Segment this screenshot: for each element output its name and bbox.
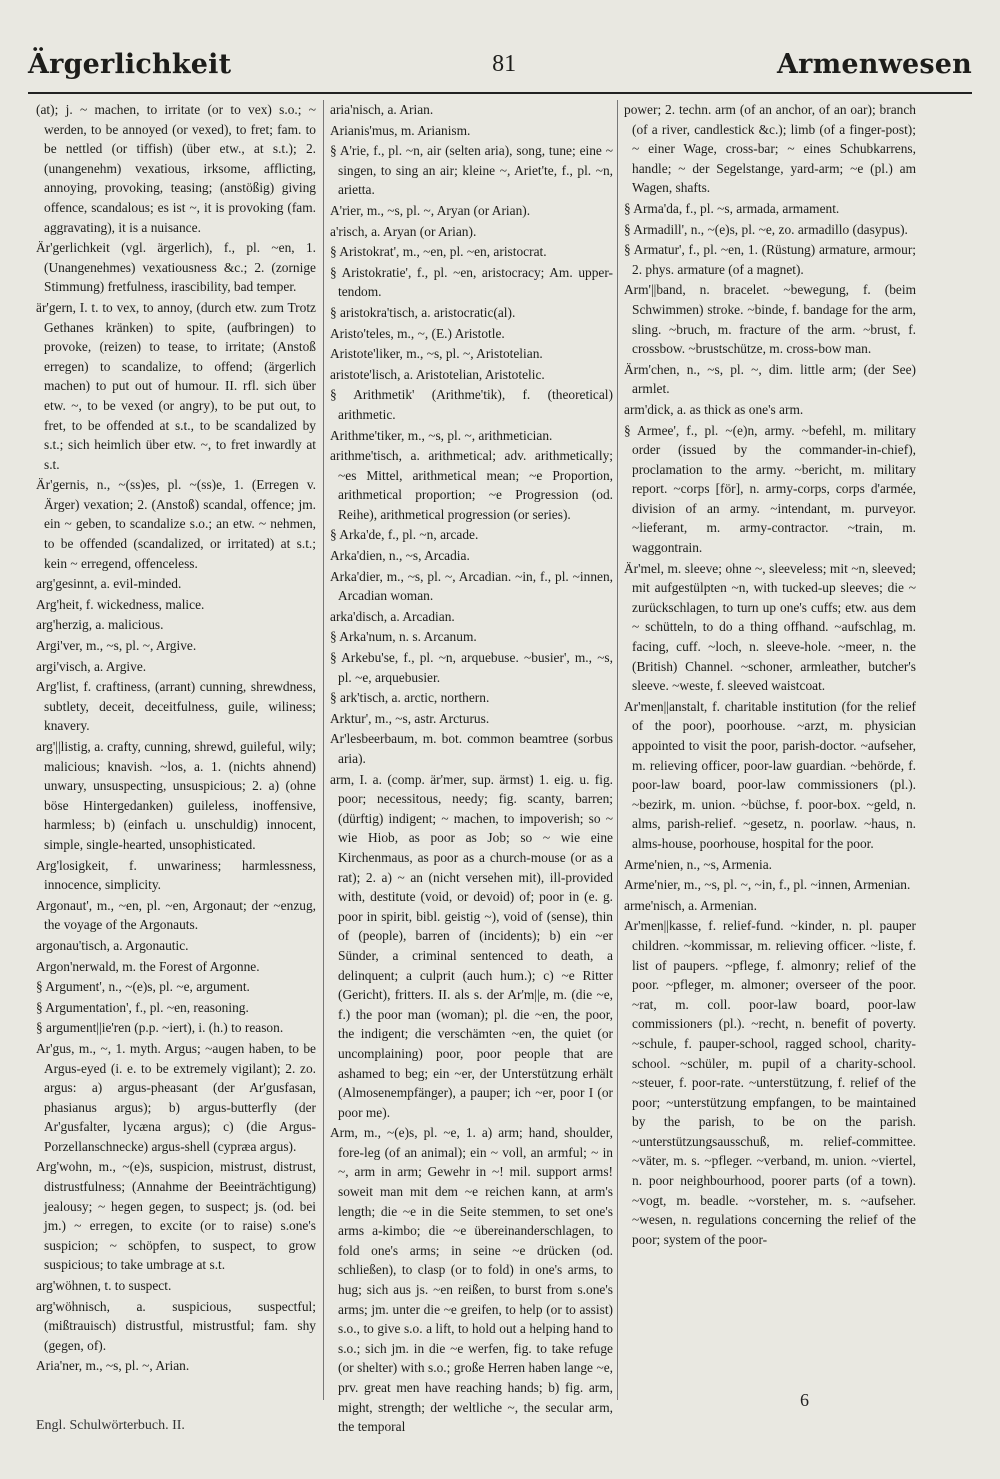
dictionary-entry: Arka'dier, m., ~s, pl. ~, Arcadian. ~in, f., pl. ~innen, Arcadian woman. <box>330 568 613 604</box>
dictionary-entry: Argonaut', m., ~en, pl. ~en, Argonaut; der ~enzug, the voyage of the Argonauts. <box>36 897 316 933</box>
page-number: 81 <box>492 50 517 77</box>
dictionary-entry: § A'rie, f., pl. ~n, air (selten aria), song, tune; eine ~ singen, to sing an air; kleine ~, Ariet'te, f., pl. ~n, arietta. <box>330 143 613 198</box>
page-header <box>28 38 972 90</box>
dictionary-entry: § Aristokratie', f., pl. ~en, aristocracy; Am. upper-tendom. <box>330 264 613 300</box>
column-middle <box>330 100 613 1435</box>
dictionary-entry: § Arkebu'se, f., pl. ~n, arquebuse. ~busier', m., ~s, pl. ~e, arquebusier. <box>330 650 613 685</box>
dictionary-entry: Arg'losigkeit, f. unwariness; harmlessness, innocence, simplicity. <box>36 857 316 893</box>
dictionary-entry: arka'disch, a. Arcadian. <box>330 608 455 624</box>
dictionary-entry: § Aristokrat', m., ~en, pl. ~en, aristocrat. <box>330 244 547 260</box>
column-divider <box>617 100 618 1400</box>
dictionary-entry: Arianis'mus, m. Arianism. <box>330 122 471 138</box>
dictionary-entry: Aria'ner, m., ~s, pl. ~, Arian. <box>36 1358 190 1374</box>
dictionary-entry: argi'visch, a. Argive. <box>36 658 147 674</box>
dictionary-entry: Ärm'chen, n., ~s, pl. ~, dim. little arm; (der See) armlet. <box>624 361 916 397</box>
dictionary-entry: Är'gerlichkeit (vgl. ärgerlich), f., pl. ~en, 1. (Unangenehmes) vexatiousness &c.; 2. (zornige Stimmung) fretfulness, irascibility, bad temper. <box>36 240 316 295</box>
dictionary-entry: Argi'ver, m., ~s, pl. ~, Argive. <box>36 638 197 654</box>
footer-signature: Engl. Schulwörterbuch. II. <box>36 1418 185 1433</box>
column-left <box>36 100 316 1405</box>
dictionary-entry: Är'gernis, n., ~(ss)es, pl. ~(ss)e, 1. (Erregen v. Ärger) vexation; 2. (Anstoß) scandal, offence; jm. ein ~ geben, to scandalize s.o.; an etw. ~ nehmen, to be offended (scandalized, or irritated) at s.t.; kein ~ erregend, offenceless. <box>36 477 316 571</box>
dictionary-entry: arg'gesinnt, a. evil-minded. <box>36 576 182 592</box>
dictionary-entry: § Arka'num, n. s. Arcanum. <box>330 629 477 645</box>
dictionary-entry: § Arka'de, f., pl. ~n, arcade. <box>330 527 479 543</box>
dictionary-entry: Ar'men||anstalt, f. charitable institution (for the relief of the poor), poorhouse. ~arzt, m. physician appointed to visit the poor, parish-doctor. ~aufseher, m. relieving officer, poor-law guardian. ~behörde, f. poor-law board, poor-law commissioners (pl.). ~bezirk, m. union. ~büchse, f. poor-box. ~geld, n. alms, parish-relief. ~gesetz, n. poorlaw. ~haus, n. alms-house, poorhouse, hospital for the poor. <box>624 698 916 851</box>
dictionary-entry: arithme'tisch, a. arithmetical; adv. arithmetically; ~es Mittel, arithmetical mean; ~e Proportion, arithmetical proportion; ~e Progression (od. Reihe), arithmetical progression (or series). <box>330 448 613 522</box>
dictionary-entry: aria'nisch, a. Arian. <box>330 102 434 117</box>
dictionary-entry: a'risch, a. Aryan (or Arian). <box>330 223 477 239</box>
dictionary-entry: arg'||listig, a. crafty, cunning, shrewd, guileful, wily; malicious; knavish. ~los, a. 1. (nichts ahnend) unwary, unsuspecting, unsuspicious; 2. a) (ohne böse Hintergedanken) guileless, inoffensive, harmless; b) (einfach u. unschuldig) innocent, simple, single-hearted, unsophisticated. <box>36 739 316 852</box>
dictionary-entry: § Armadill', n., ~(e)s, pl. ~e, zo. armadillo (dasypus). <box>624 221 908 237</box>
dictionary-entry: § ark'tisch, a. arctic, northern. <box>330 690 490 706</box>
dictionary-entry: (at); j. ~ machen, to irritate (or to vex) s.o.; ~ werden, to be annoyed (or vexed), to fret; fam. to be nettled (or tiffish) (über etw., at s.t.); 2. (unangenehm) vexatious, irksome, afflicting, annoying, provoking, teasing; (anstößig) giving offence, scandalous; es ist ~, it is provoking (fam. aggravating), it is a nuisance. <box>36 102 316 235</box>
dictionary-entry: § argument||ie'ren (p.p. ~iert), i. (h.) to reason. <box>36 1020 284 1036</box>
header-rule <box>28 92 972 94</box>
dictionary-entry: arg'herzig, a. malicious. <box>36 617 164 633</box>
dictionary-entry: Aristote'liker, m., ~s, pl. ~, Aristotelian. <box>330 346 543 362</box>
dictionary-entry: Arg'heit, f. wickedness, malice. <box>36 596 205 612</box>
dictionary-entry: Ar'gus, m., ~, 1. myth. Argus; ~augen haben, to be Argus-eyed (i. e. to be extremely vigilant); 2. zo. argus: a) argus-pheasant (der Ar'gusfasan, phasianus argus); b) argus-butterfly (der Ar'gusfalter, lycæna argus); c) (die Argus-Porzellanschnecke) argus-shell (cypræa argus). <box>36 1040 316 1154</box>
dictionary-entry: § aristokra'tisch, a. aristocratic(al). <box>330 304 516 320</box>
dictionary-entry: arg'wöhnen, t. to suspect. <box>36 1278 172 1294</box>
dictionary-entry: § Arma'da, f., pl. ~s, armada, armament. <box>624 200 840 216</box>
running-head-right: Armenwesen <box>777 48 972 80</box>
dictionary-entry: § Arithmetik' (Arithme'tik), f. (theoretical) arithmetic. <box>330 387 613 422</box>
dictionary-entry: Arg'list, f. craftiness, (arrant) cunning, shrewdness, subtlety, deceit, deceitfulness, guile, wiliness; knavery. <box>36 679 316 734</box>
dictionary-entry: Argon'nerwald, m. the Forest of Argonne. <box>36 958 260 974</box>
dictionary-entry: Är'mel, m. sleeve; ohne ~, sleeveless; mit ~n, sleeved; mit aufgestülpten ~n, with tucked-up sleeves; die ~ zurückschlagen, to turn up one's cuffs; etw. aus dem ~ schütteln, to do a thing offhand. ~aufschlag, m. facing, cuff. ~loch, n. sleeve-hole. ~meer, n. the (British) Channel. ~schoner, armleather, butcher's sleeve. ~weste, f. sleeved waistcoat. <box>624 560 916 694</box>
dictionary-entry: Arm'||band, n. bracelet. ~bewegung, f. (beim Schwimmen) stroke. ~binde, f. bandage for the arm, sling. ~bruch, m. fracture of the arm. ~brust, f. crossbow. ~brustschütze, m. cross-bow man. <box>624 282 916 357</box>
dictionary-entry: Arktur', m., ~s, astr. Arcturus. <box>330 710 490 726</box>
dictionary-entry: arme'nisch, a. Armenian. <box>624 897 757 913</box>
dictionary-entry: Arm, m., ~(e)s, pl. ~e, 1. a) arm; hand, shoulder, fore-leg (of an animal); ein ~ voll, an armful; ~ in ~, arm in arm; Gewehr in ~! mil. support arms! soweit man mit dem ~e reichen kann, at arm's length; die ~e in die Seite stemmen, to set one's arms a-kimbo; die ~e übereinanderschlagen, to fold one's arms; in seine ~e drücken (od. schließen), to clasp (or to fold) in one's arms, to hug; sich aus js. ~en reißen, to burst from s.one's arms; jm. unter die ~e greifen, to help (or to assist) s.o., to give s.o. a lift, to hold out a helping hand to s.o.; sich jm. in die ~e werfen, fig. to take refuge (or shelter) with s.o.; große Herren haben lange ~e, prv. great men have reaching hands; b) fig. arm, might, strength; der weltliche ~, the secular arm, the temporal <box>330 1125 613 1435</box>
dictionary-entry: Ar'lesbeerbaum, m. bot. common beamtree (sorbus aria). <box>330 731 613 766</box>
dictionary-entry: är'gern, I. t. to vex, to annoy, (durch etw. zum Trotz Gethanes kränken) to spite, (aufbringen) to provoke, (reizen) to tease, to irritate; (Anstoß erregen) to scandalize, to offend; (ärgerlich machen) to put out of humour. II. rfl. sich über etw. ~, to be vexed (or angry), to be put out, to fret, to be offended at s.t., to be scandalized by s.t.; sich heimlich über etw. ~, to fret inwardly at s.t. <box>36 299 316 472</box>
dictionary-entry: power; 2. techn. arm (of an anchor, of an oar); branch (of a river, candlestick &c.); limb (of a finger-post); ~ einer Wage, cross-bar; ~ eines Schubkarrens, handle; ~ der Segelstange, yard-arm; ~e (pl.) am Wagen, shafts. <box>624 102 916 196</box>
column-right <box>624 100 916 1400</box>
dictionary-entry: Arithme'tiker, m., ~s, pl. ~, arithmetician. <box>330 427 553 443</box>
dictionary-entry: argonau'tisch, a. Argonautic. <box>36 937 189 953</box>
dictionary-entry: A'rier, m., ~s, pl. ~, Aryan (or Arian). <box>330 202 531 218</box>
dictionary-entry: arg'wöhnisch, a. suspicious, suspectful; (mißtrauisch) distrustful, mistrustful; fam. shy (gegen, of). <box>36 1298 316 1353</box>
dictionary-entry: Ar'men||kasse, f. relief-fund. ~kinder, n. pl. pauper children. ~kommissar, m. relieving officer. ~liste, f. list of paupers. ~pflege, f. almonry; relief of the poor. ~pfleger, m. almoner; overseer of the poor. ~rat, m. coll. poor-law board, poor-law commissioners (pl.). ~recht, n. benefit of poverty. ~schule, f. pauper-school, ragged school, charity-school. ~schüler, m. pupil of a charity-school. ~steuer, f. poor-rate. ~unterstützung, f. relief of the poor; ~unterstützung empfangen, to be maintained by the parish, to be on the parish. ~unterstützungsausschuß, m. relief-committee. ~väter, m. s. ~pfleger. ~verband, m. union. ~viertel, n. poor neighbourhood, poorer parts (of a town). ~vogt, m. beadle. ~vorsteher, m. s. ~aufseher. ~wesen, n. regulations concerning the relief of the poor; system of the poor- <box>624 918 916 1247</box>
dictionary-entry: Arme'nien, n., ~s, Armenia. <box>624 856 772 872</box>
dictionary-entry: Arg'wohn, m., ~(e)s, suspicion, mistrust, distrust, distrustfulness; (Annahme der Beeinträchtigung) jealousy; ~ hegen gegen, to suspect; js. (od. bei jm.) ~ erregen, to excite (or to raise) s.one's suspicion; ~ schöpfen, to suspect, to grow suspicious; to take umbrage at s.t. <box>36 1159 316 1273</box>
dictionary-entry: aristote'lisch, a. Aristotelian, Aristotelic. <box>330 366 545 382</box>
dictionary-entry: Aristo'teles, m., ~, (E.) Aristotle. <box>330 325 505 341</box>
dictionary-entry: Arka'dien, n., ~s, Arcadia. <box>330 548 470 564</box>
signature-mark: 6 <box>800 1390 809 1410</box>
dictionary-entry: arm'dick, a. as thick as one's arm. <box>624 401 804 417</box>
dictionary-entry: § Armatur', f., pl. ~en, 1. (Rüstung) armature, armour; 2. phys. armature (of a magnet). <box>624 242 916 277</box>
column-divider <box>323 100 324 1400</box>
dictionary-entry: arm, I. a. (comp. är'mer, sup. ärmst) 1. eig. u. fig. poor; necessitous, needy; fig. scanty, barren; (dürftig) indigent; ~ machen, to impoverish; so ~ wie Hiob, as poor as Job; so ~ wie eine Kirchenmaus, as poor as a church-mouse (or as a rat); 2. a) ~ an (nicht versehen mit), ill-provided with, destitute (void, or devoid) of; poor in (e. g. poor in spirit, bibl. geistig ~), void of (sense), thin of (people), barren of (incidents); b) ein ~er Sünder, a criminal sentenced to death, a delinquent; a culprit (auch hum.); c) ~e Ritter (Gericht), fritters. II. als s. der Ar'm||e, m. (die ~e, f.) the poor man (woman); pl. die ~en, the poor, the indigent; die verschämten ~en, the quiet (or uncomplaining) poor, poor people that are ashamed to beg; ein ~er, der Unterstützung erhält (Almosenempfänger), a pauper; ich ~er, poor I (or poor me). <box>330 771 613 1120</box>
dictionary-entry: § Argumentation', f., pl. ~en, reasoning. <box>36 999 249 1015</box>
running-head-left: Ärgerlichkeit <box>28 48 232 80</box>
dictionary-entry: § Armee', f., pl. ~(e)n, army. ~befehl, m. military order (issued by the commander-in-chief), proclamation to the army. ~bericht, m. military report. ~corps [för], n. army-corps, corps d'armée, division of an army. ~intendant, m. purveyor. ~lieferant, m. army-contractor. ~train, m. waggontrain. <box>624 422 916 556</box>
dictionary-entry: § Argument', n., ~(e)s, pl. ~e, argument. <box>36 979 250 995</box>
dictionary-entry: Arme'nier, m., ~s, pl. ~, ~in, f., pl. ~innen, Armenian. <box>624 877 911 893</box>
